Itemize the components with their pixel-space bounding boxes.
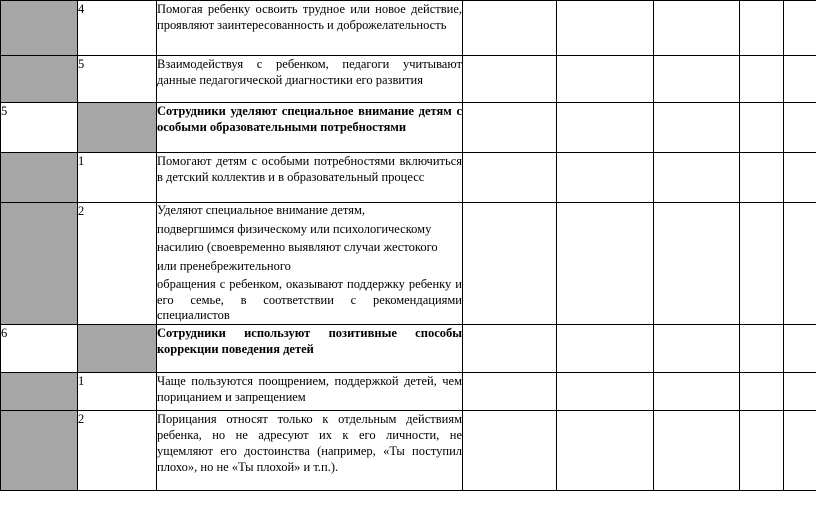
empty-cell: [557, 372, 654, 410]
empty-cell: [463, 324, 557, 372]
table-row: [1, 56, 816, 103]
empty-cell: [463, 372, 557, 410]
table-row: [1, 1, 816, 56]
empty-cell: [654, 1, 740, 56]
grey-cell: [1, 410, 78, 490]
empty-cell: [740, 324, 784, 372]
empty-cell: [557, 203, 654, 325]
empty-cell: [654, 410, 740, 490]
empty-cell: [784, 203, 816, 325]
empty-cell: [463, 103, 557, 153]
grey-cell: [1, 1, 78, 56]
item-number: 2: [78, 203, 157, 325]
empty-cell: [463, 203, 557, 325]
empty-cell: [654, 103, 740, 153]
table-row: [1, 372, 816, 410]
item-number: 4: [78, 1, 157, 56]
empty-cell: [463, 410, 557, 490]
empty-cell: [557, 324, 654, 372]
grey-cell: [1, 372, 78, 410]
item-number: 1: [78, 153, 157, 203]
empty-cell: [557, 1, 654, 56]
item-number: 1: [78, 372, 157, 410]
criterion-text: Помогая ребенку освоить трудное или новое действие, проявляют заинтересованность и доброжелательность: [157, 1, 463, 56]
empty-cell: [463, 153, 557, 203]
section-heading: Сотрудники уделяют специальное внимание детям с особыми образовательными потребностями: [157, 103, 463, 153]
grey-cell: [1, 203, 78, 325]
section-number: 5: [1, 103, 78, 153]
text-line: насилию (своевременно выявляют случаи жестокого: [157, 240, 438, 254]
empty-cell: [463, 1, 557, 56]
empty-cell: [784, 153, 816, 203]
empty-cell: [463, 56, 557, 103]
empty-cell: [740, 203, 784, 325]
empty-cell: [784, 1, 816, 56]
empty-cell: [740, 56, 784, 103]
empty-cell: [740, 153, 784, 203]
criterion-text: [157, 203, 463, 325]
table-row: [1, 203, 816, 325]
empty-cell: [740, 1, 784, 56]
grey-cell: [1, 153, 78, 203]
text-line: или пренебрежительного: [157, 258, 291, 273]
empty-cell: [784, 410, 816, 490]
empty-cell: [784, 372, 816, 410]
table-row: [1, 410, 816, 490]
empty-cell: [654, 372, 740, 410]
text-line: подвергшимся физическому или психологическому: [157, 221, 432, 236]
criterion-text: Порицания относят только к отдельным действиям ребенка, но не адресуют их к его личности, не ущемляют его достоинства (например, «Ты поступил плохо», но не «Ты плохой» и т.п.).: [157, 410, 463, 490]
empty-cell: [654, 203, 740, 325]
empty-cell: [740, 372, 784, 410]
empty-cell: [740, 103, 784, 153]
criterion-text: Взаимодействуя с ребенком, педагоги учитывают данные педагогической диагностики его развития: [157, 56, 463, 103]
empty-cell: [557, 56, 654, 103]
section-heading: Сотрудники используют позитивные способы коррекции поведения детей: [157, 324, 463, 372]
item-number: 2: [78, 410, 157, 490]
empty-cell: [740, 410, 784, 490]
table-row: [1, 324, 816, 372]
text-line: Уделяют специальное внимание детям,: [157, 203, 365, 217]
grey-cell: [78, 103, 157, 153]
empty-cell: [557, 103, 654, 153]
empty-cell: [654, 153, 740, 203]
criterion-text: Чаще пользуются поощрением, поддержкой детей, чем порицанием и запрещением: [157, 372, 463, 410]
item-number: 5: [78, 56, 157, 103]
empty-cell: [557, 153, 654, 203]
empty-cell: [784, 56, 816, 103]
grey-cell: [78, 324, 157, 372]
text-tail: обращения с ребенком, оказывают поддержку ребенку и его семье, в соответствии с рекомендациями специалистов: [157, 277, 462, 322]
grey-cell: [1, 56, 78, 103]
section-number: 6: [1, 324, 78, 372]
empty-cell: [557, 410, 654, 490]
table-row: [1, 153, 816, 203]
table-row: [1, 103, 816, 153]
criterion-text: Помогают детям с особыми потребностями включиться в детский коллектив и в образовательный процесс: [157, 153, 463, 203]
empty-cell: [654, 324, 740, 372]
empty-cell: [654, 56, 740, 103]
empty-cell: [784, 324, 816, 372]
empty-cell: [784, 103, 816, 153]
